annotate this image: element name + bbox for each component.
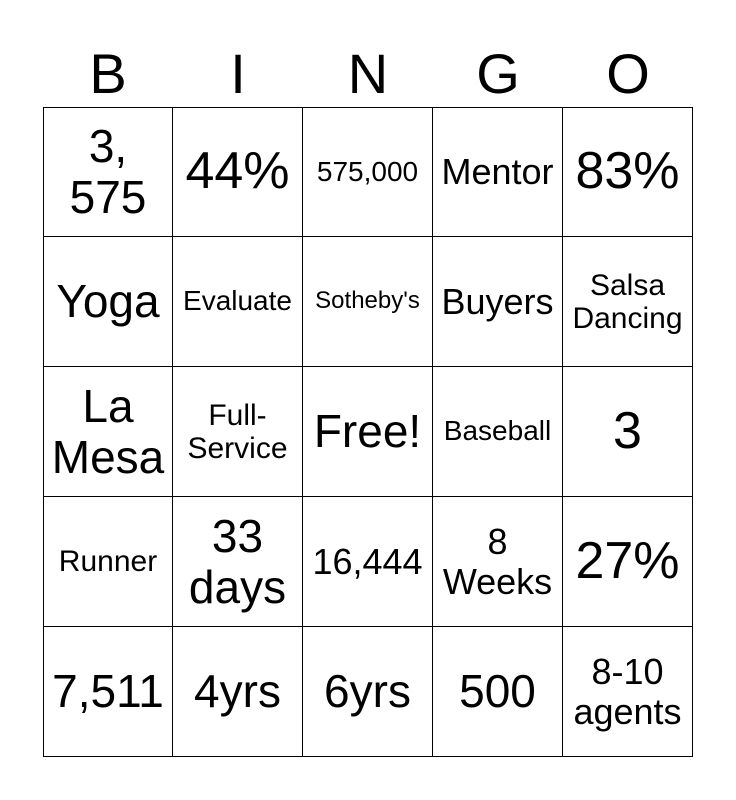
- cell-text: Buyers: [441, 280, 554, 322]
- bingo-cell[interactable]: [433, 367, 563, 497]
- bingo-cell[interactable]: [433, 627, 563, 757]
- bingo-cell[interactable]: [173, 107, 303, 237]
- cell-text: 7,511: [52, 665, 164, 718]
- cell-text: 6yrs: [324, 665, 411, 718]
- cell-text: La Mesa: [51, 379, 165, 483]
- cell-text: Sotheby's: [315, 287, 420, 315]
- header-letter-b: B: [89, 42, 127, 105]
- cell-text: Mentor: [441, 151, 554, 193]
- bingo-cell[interactable]: [173, 367, 303, 497]
- header-letter-n: N: [347, 42, 389, 105]
- cell-text: 3, 575: [69, 120, 147, 223]
- bingo-cell[interactable]: [563, 497, 693, 627]
- header-letter-o: O: [606, 42, 650, 105]
- bingo-cell[interactable]: [303, 367, 433, 497]
- bingo-cell[interactable]: [173, 627, 303, 757]
- bingo-cell[interactable]: [563, 627, 693, 757]
- bingo-cell[interactable]: [43, 237, 173, 367]
- cell-text: 83%: [575, 142, 680, 201]
- bingo-cell[interactable]: [563, 237, 693, 367]
- cell-text: 500: [459, 665, 536, 718]
- cell-text: 16,444: [312, 540, 423, 582]
- bingo-cell[interactable]: [433, 497, 563, 627]
- bingo-header: [43, 42, 693, 106]
- cell-text: Full- Service: [187, 398, 288, 465]
- bingo-cell[interactable]: [433, 237, 563, 367]
- bingo-cell[interactable]: [303, 107, 433, 237]
- bingo-cell[interactable]: [43, 497, 173, 627]
- bingo-cell[interactable]: [43, 107, 173, 237]
- cell-text: Runner: [58, 545, 158, 578]
- header-letter-g: G: [476, 42, 520, 105]
- cell-text: 3: [613, 401, 642, 460]
- cell-text: Free!: [313, 405, 422, 458]
- cell-text: Yoga: [56, 275, 160, 328]
- cell-text: 8-10 agents: [573, 650, 682, 732]
- cell-text: Salsa Dancing: [572, 268, 683, 335]
- bingo-board: [43, 107, 693, 757]
- bingo-cell[interactable]: [303, 237, 433, 367]
- bingo-cell[interactable]: [303, 497, 433, 627]
- bingo-cell[interactable]: [303, 627, 433, 757]
- cell-text: 575,000: [316, 155, 419, 187]
- cell-text: Baseball: [443, 415, 552, 447]
- cell-text: 33 days: [188, 509, 287, 613]
- bingo-cell[interactable]: [173, 237, 303, 367]
- bingo-cell[interactable]: [173, 497, 303, 627]
- bingo-cell[interactable]: [43, 627, 173, 757]
- bingo-cell[interactable]: [43, 367, 173, 497]
- bingo-cell[interactable]: [563, 107, 693, 237]
- bingo-cell[interactable]: [433, 107, 563, 237]
- cell-text: 8 Weeks: [442, 520, 553, 602]
- cell-text: 4yrs: [194, 665, 281, 718]
- cell-text: Evaluate: [183, 285, 292, 317]
- bingo-cell[interactable]: [563, 367, 693, 497]
- cell-text: 27%: [575, 531, 680, 590]
- cell-text: 44%: [185, 142, 290, 201]
- header-letter-i: I: [230, 42, 246, 105]
